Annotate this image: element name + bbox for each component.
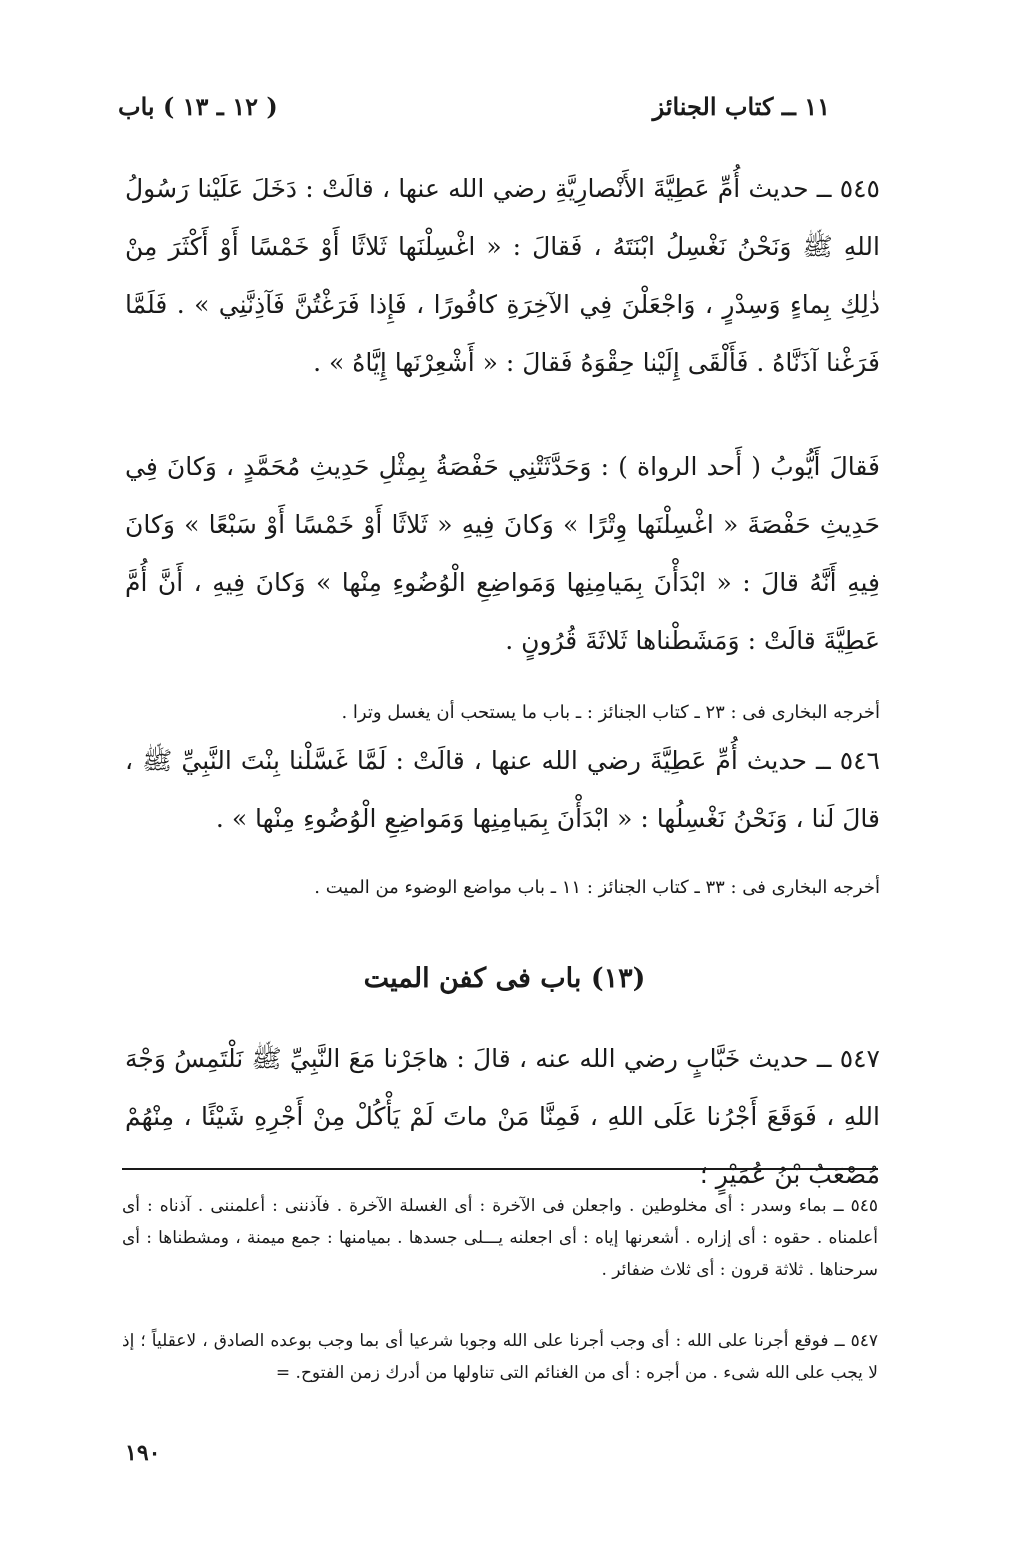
- hadith-545-source: أخرجه البخارى فى : ٢٣ ـ كتاب الجنائز : ـ باب ما يستحب أن يغسل وترا .: [341, 702, 880, 723]
- hadith-545-continuation-text: فَقالَ أَيُّوبُ ( أَحد الرواة ) : وَحَدَّثَتْنِي حَفْصَةُ بِمِثْلِ حَدِيثِ مُحَمَّدٍ ، وَكانَ فِي حَدِيثِ حَفْصَةَ « اغْسِلْنَها وِتْرًا » وَكانَ فِيهِ « ثَلاثًا أَوْ خَمْسًا أَوْ سَبْعًا » وَكانَ فِيهِ أَنَّهُ قالَ : « ابْدَأْنَ بِمَيامِنِها وَمَواضِعِ الْوُضُوءِ مِنْها » وَكانَ فِيهِ ، أَنَّ أُمَّ عَطِيَّةَ قالَتْ : وَمَشَطْناها ثَلاثَةَ قُرُونٍ .: [125, 452, 880, 655]
- chapter-title: (١٣) باب فى كفن الميت: [363, 963, 646, 994]
- section-reference: ( ١٢ ـ ١٣ ) باب: [118, 92, 278, 121]
- footnote-547-text: ٥٤٧ ــ فوقع أجرنا على الله : أى وجب أجرنا على الله وجوبا شرعيا أى بما وجب بوعده الصادق ، لاعقلياً ؛ إذ لا يجب على الله شىء . من أجره : أى من الغنائم التى تناولها من أدرك زمن الفتوح. =: [122, 1331, 878, 1383]
- footnote-547: [122, 1325, 878, 1389]
- page-number: ١٩٠: [125, 1440, 161, 1466]
- hadith-545-continuation: [125, 438, 880, 670]
- hadith-545-text: ٥٤٥ ــ حديث أُمِّ عَطِيَّةَ الأَنْصارِيَّةِ رضي الله عنها ، قالَتْ : دَخَلَ عَلَيْنا رَسُولُ اللهِ ﷺ وَنَحْنُ نَغْسِلُ ابْنَتَهُ ، فَقالَ : « اغْسِلْنَها ثَلاثًا أَوْ خَمْسًا أَوْ أَكْثَرَ مِنْ ذٰلِكِ بِماءٍ وَسِدْرٍ ، وَاجْعَلْنَ فِي الآخِرَةِ كافُورًا ، فَإِذا فَرَغْتُنَّ فَآذِنَّنِي » . فَلَمَّا فَرَغْنا آذَنَّاهُ . فَأَلْقَى إِلَيْنا حِقْوَهُ فَقالَ : « أَشْعِرْنَها إِيَّاهُ » .: [125, 174, 880, 377]
- hadith-547: [125, 1030, 880, 1204]
- footnote-545-text: ٥٤٥ ــ بماء وسدر : أى مخلوطين . واجعلن فى الآخرة : أى الغسلة الآخرة . فآذننى : أعلمننى . آذناه : أى أعلمناه . حقوه : أى إزاره . أشعرنها إياه : أى اجعلنه يـــلى جسدها . بميامنها : جمع ميمنة ، ومشطناها : أى سرحناها . ثلاثة قرون : أى ثلاث ضفائر .: [122, 1196, 878, 1280]
- footnote-545: [122, 1190, 878, 1286]
- running-header: [118, 92, 830, 132]
- footnote-divider: [122, 1168, 878, 1170]
- book-title: ١١ ــ كتاب الجنائز: [652, 92, 830, 121]
- hadith-546: [125, 732, 880, 848]
- hadith-546-text: ٥٤٦ ــ حديث أُمِّ عَطِيَّةَ رضي الله عنها ، قالَتْ : لَمَّا غَسَّلْنا بِنْتَ النَّبِيِّ ﷺ ، قالَ لَنا ، وَنَحْنُ نَغْسِلُها : « ابْدَأْنَ بِمَيامِنِها وَمَواضِعِ الْوُضُوءِ مِنْها » .: [125, 746, 880, 833]
- hadith-547-text: ٥٤٧ ــ حديث خَبَّابٍ رضي الله عنه ، قالَ : هاجَرْنا مَعَ النَّبِيِّ ﷺ نَلْتَمِسُ وَجْهَ اللهِ ، فَوَقَعَ أَجْرُنا عَلَى اللهِ ، فَمِنَّا مَنْ ماتَ لَمْ يَأْكُلْ مِنْ أَجْرِهِ شَيْئًا ، مِنْهُمْ مُصْعَبُ بْنُ عُمَيْرٍ ؛: [125, 1044, 880, 1189]
- hadith-545: [125, 160, 880, 392]
- hadith-546-source: أخرجه البخارى فى : ٣٣ ـ كتاب الجنائز : ١١ ـ باب مواضع الوضوء من الميت .: [314, 877, 880, 898]
